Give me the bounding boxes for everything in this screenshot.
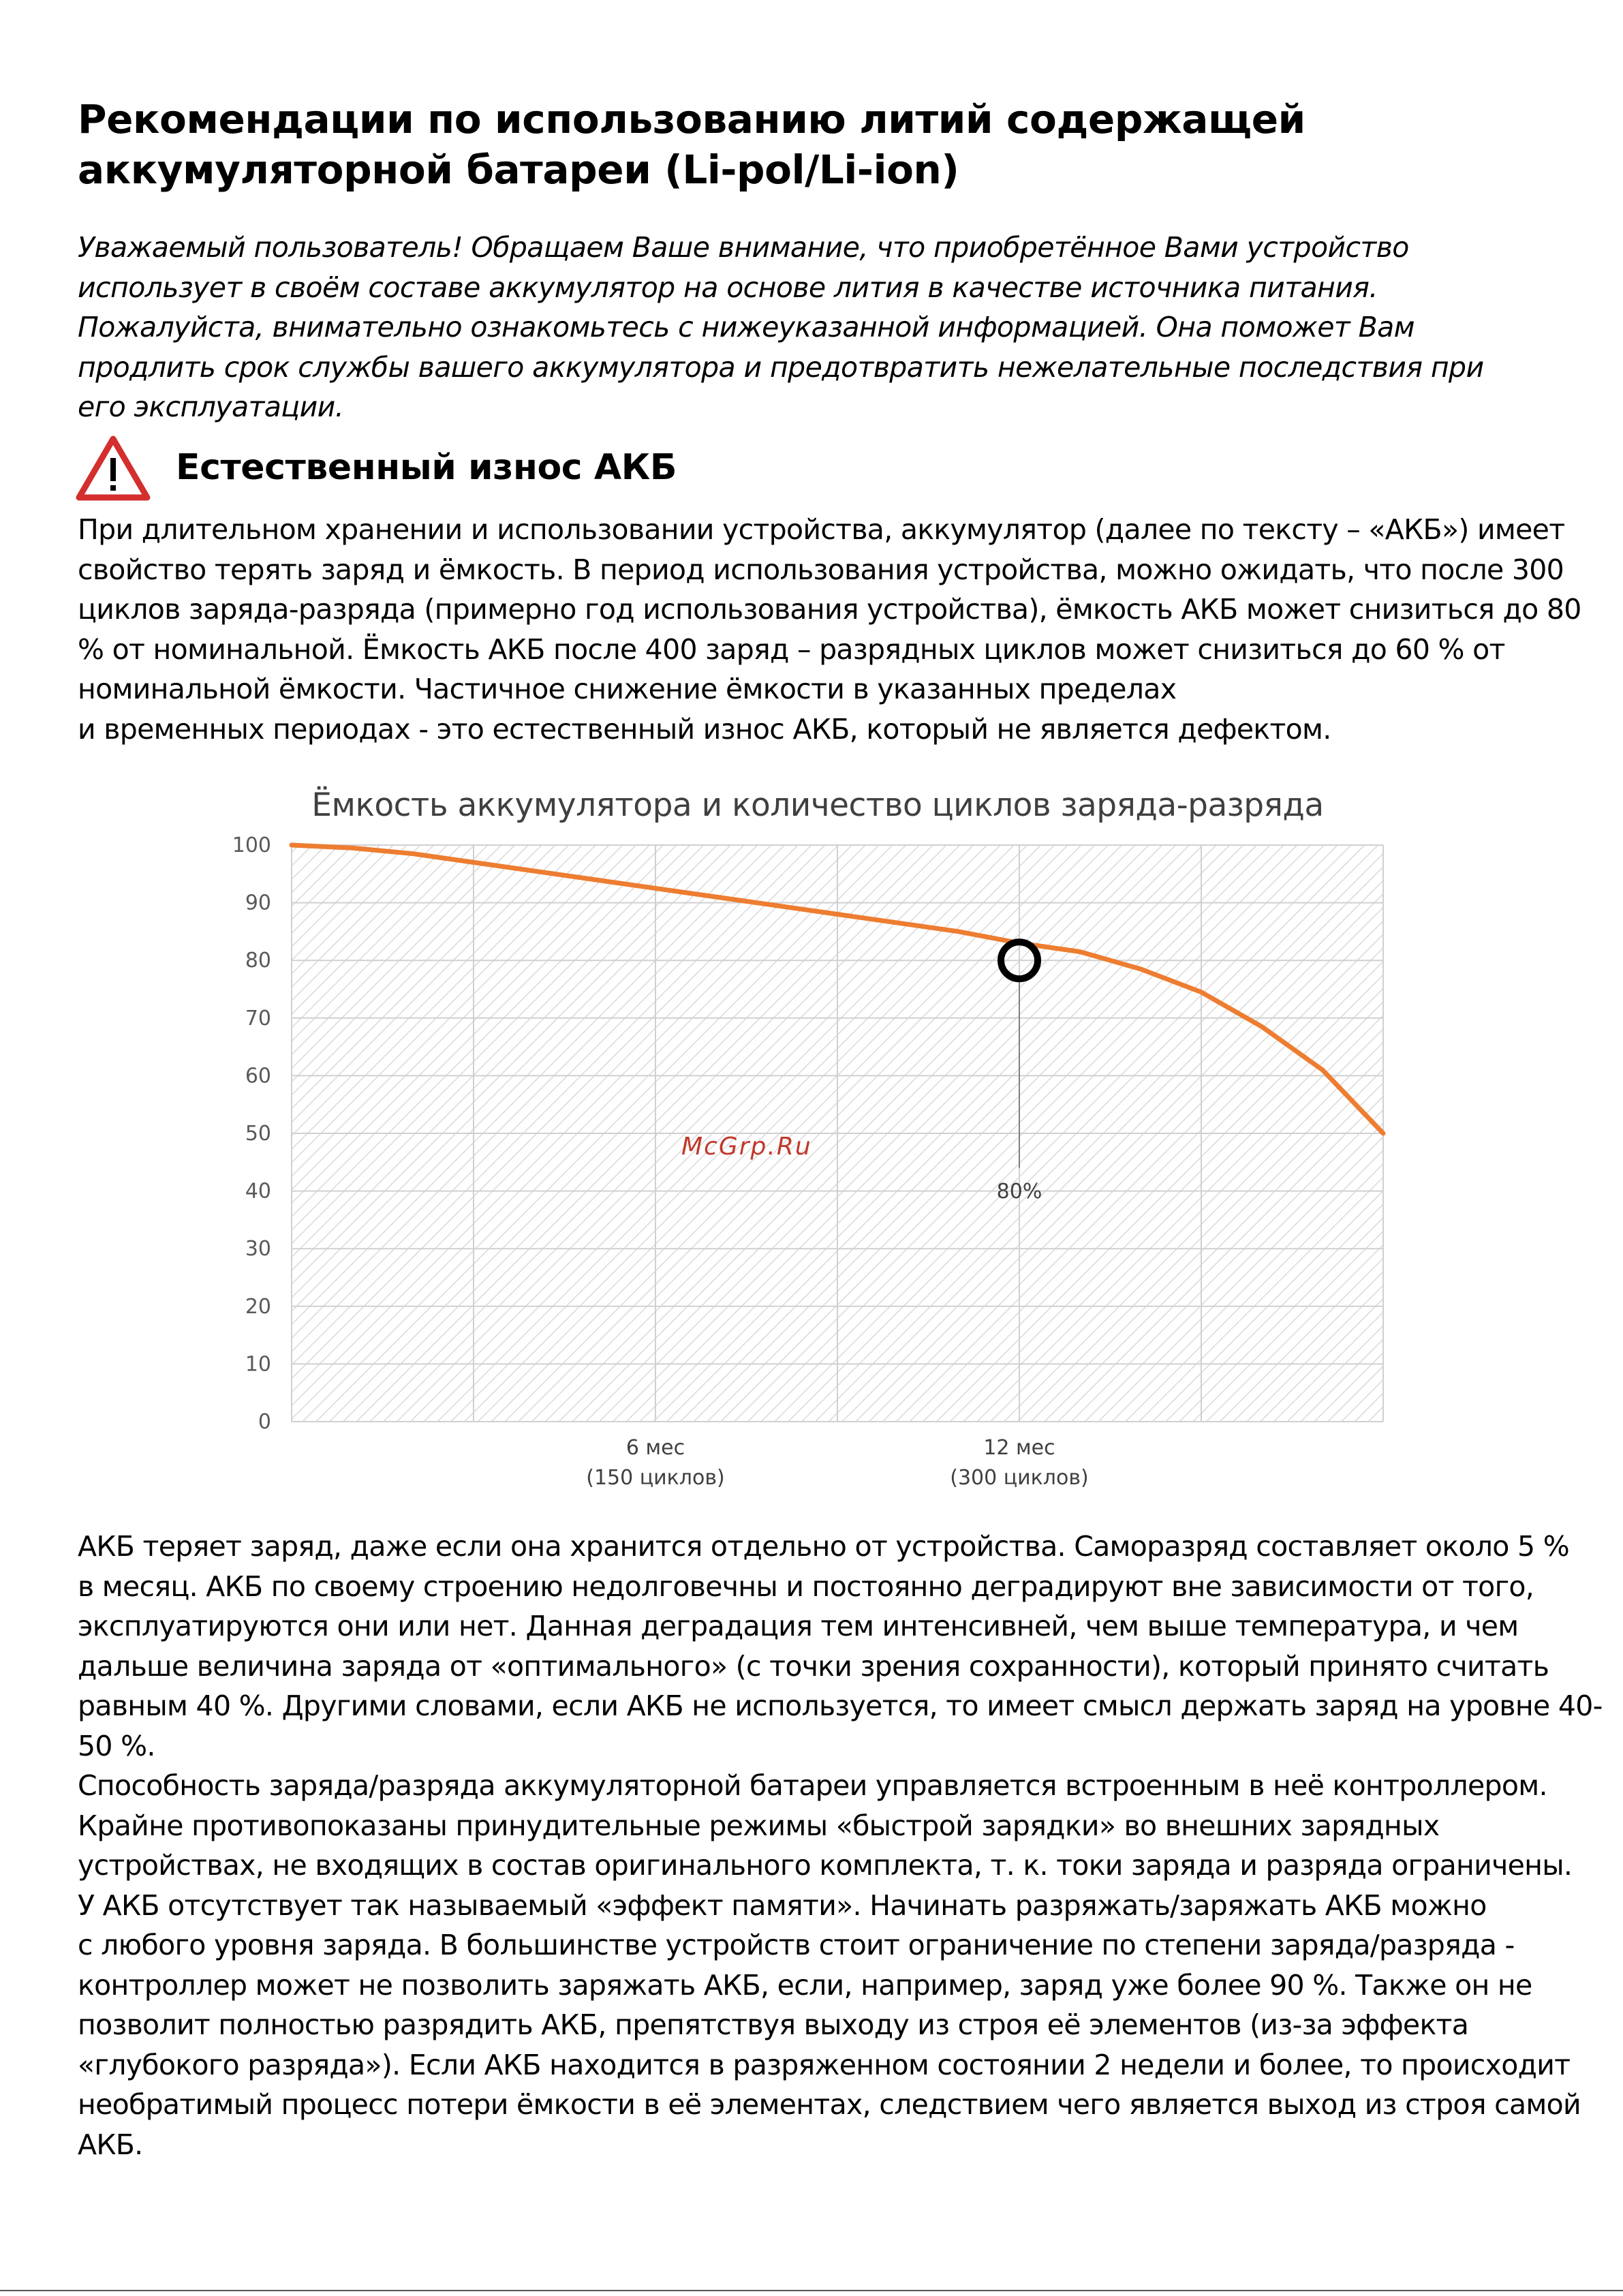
paragraph-line: равным 40 %. Другими словами, если АКБ не используется, то имеет смысл держать заряд на уровне 40- [78,1689,1603,1722]
paragraph-line: номинальной ёмкости. Частичное снижение ёмкости в указанных пределах [78,673,1177,705]
paragraph-line: устройствах, не входящих в состав оригинального комплекта, т. к. токи заряда и разряда ограничены. [78,1849,1573,1882]
y-tick-label: 50 [245,1122,271,1146]
paragraph-line: необратимый процесс потери ёмкости в её элементах, следствием чего является выход из строя самой [78,2088,1581,2121]
paragraph-line: свойство терять заряд и ёмкость. В период использования устройства, можно ожидать, что после 300 [78,553,1564,586]
paragraph-line: При длительном хранении и использовании устройства, аккумулятор (далее по тексту – «АКБ») имеет [78,513,1565,546]
paragraph-line: «глубокого разряда»). Если АКБ находится в разряженном состоянии 2 недели и более, то происходит [78,2048,1571,2081]
y-tick-label: 30 [245,1237,271,1261]
x-tick-sublabel: (300 циклов) [950,1466,1089,1490]
y-tick-label: 70 [245,1006,271,1030]
y-tick-label: 90 [245,891,271,915]
annotation-label: 80% [996,1179,1042,1204]
paragraph-line: циклов заряда-разряда (примерно год использования устройства), ёмкость АКБ может снизиться до 80 [78,593,1581,626]
title-line: Рекомендации по использованию литий содержащей [78,96,1305,142]
paragraph-line: с любого уровня заряда. В большинстве устройств стоит ограничение по степени заряда/разряда - [78,1929,1515,1961]
y-tick-label: 100 [232,833,271,857]
intro-line: его эксплуатации. [78,391,344,423]
x-tick-label: 6 мес [625,1436,685,1460]
paragraph-line: Способность заряда/разряда аккумуляторной батареи управляется встроенным в неё контроллером. [78,1769,1547,1802]
title-line: аккумуляторной батареи (Li-pol/Li-ion) [78,147,959,193]
paragraph-line: 50 %. [78,1729,155,1762]
intro-paragraph [78,228,1549,427]
paragraph-self-discharge [78,1527,1603,2164]
x-tick-sublabel: (150 циклов) [586,1466,725,1490]
page-title [78,94,1543,195]
section-heading: Естественный износ АКБ [176,447,677,488]
paragraph-line: АКБ теряет заряд, даже если она хранится отдельно от устройства. Саморазряд составляет около 5 % [78,1530,1569,1563]
chart-title: Ёмкость аккумулятора и количество циклов заряда-разряда [311,786,1324,824]
y-tick-label: 60 [245,1064,271,1088]
intro-line: продлить срок службы вашего аккумулятора и предотвратить нежелательные последствия при [78,350,1484,384]
y-tick-label: 20 [245,1294,271,1319]
y-tick-label: 0 [258,1410,271,1434]
y-tick-label: 10 [245,1352,271,1377]
warning-triangle-icon [75,433,151,502]
x-tick-label: 12 мес [983,1436,1055,1460]
page-bottom-border [0,2290,1623,2291]
paragraph-line: АКБ. [78,2128,143,2161]
intro-line: Пожалуйста, внимательно ознакомьтесь с нижеуказанной информацией. Она поможет Вам [78,311,1415,343]
intro-line: использует в своём составе аккумулятор на основе лития в качестве источника питания. [78,271,1378,304]
paragraph-line: дальше величина заряда от «оптимального» (с точки зрения сохранности), который принято считать [78,1649,1549,1683]
paragraph-line: Крайне противопоказаны принудительные режимы «быстрой зарядки» во внешних зарядных [78,1809,1440,1842]
paragraph-line: контроллер может не позволить заряжать АКБ, если, например, заряд уже более 90 %. Также он не [78,1968,1532,2002]
watermark: McGrp.Ru [681,1133,812,1161]
y-tick-label: 40 [245,1179,271,1204]
paragraph-natural-wear [78,510,1581,749]
paragraph-line: эксплуатируются они или нет. Данная деградация тем интенсивней, чем выше температура, и чем [78,1610,1519,1642]
y-tick-label: 80 [245,949,271,973]
paragraph-line: и временных периодах - это естественный износ АКБ, который не является дефектом. [78,712,1331,746]
intro-line: Уважаемый пользователь! Обращаем Ваше внимание, что приобретённое Вами устройство [78,231,1409,264]
paragraph-line: позволит полностью разрядить АКБ, препятствуя выходу из строя её элементов (из-за эффекта [78,2008,1469,2041]
paragraph-line: У АКБ отсутствует так называемый «эффект памяти». Начинать разряжать/заряжать АКБ можно [78,1888,1487,1922]
paragraph-line: в месяц. АКБ по своему строению недолговечны и постоянно деградируют вне зависимости от того, [78,1570,1534,1603]
paragraph-line: % от номинальной. Ёмкость АКБ после 400 заряд – разрядных циклов может снизиться до 60 % от [78,632,1505,666]
